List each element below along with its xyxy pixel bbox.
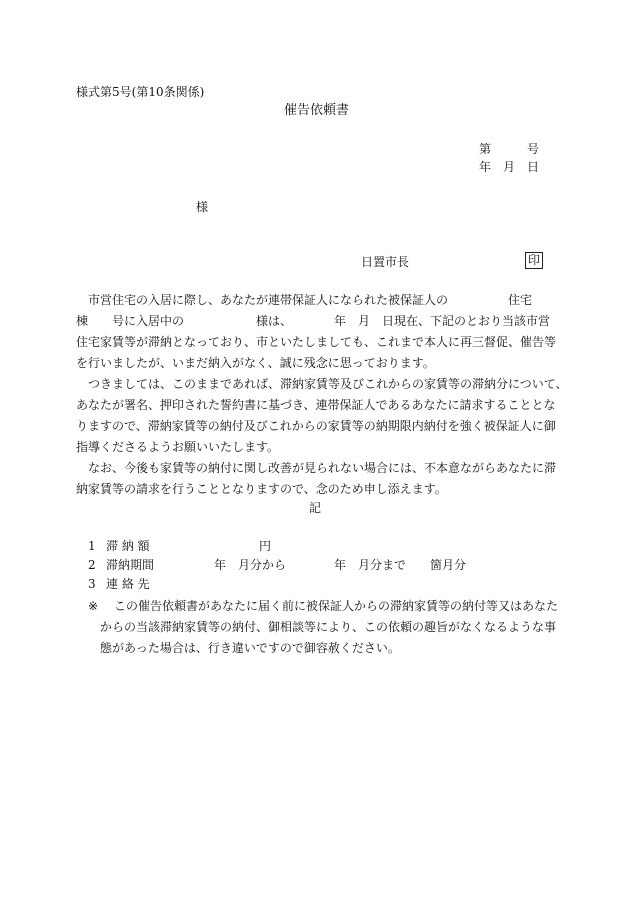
- note-text-2: からの当該滞納家賃等の納付、御相談等により、この依頼の趣旨がなくなるような事: [100, 620, 557, 634]
- document-title: 催告依頼書: [284, 103, 350, 118]
- body-paragraph-1: [76, 290, 557, 374]
- form-number: 様式第5号(第10条関係): [76, 85, 205, 99]
- note-text-1: この催告依頼書があなたに届く前に被保証人からの滞納家賃等の納付等又はあなた: [114, 599, 559, 613]
- item-label-contact: 連 絡 先: [106, 577, 150, 591]
- body-line: つきましては、このままであれば、滞納家賃等及びこれからの家賃等の滞納分について、: [76, 377, 568, 391]
- item-label-amount: 滞 納 額: [106, 539, 150, 553]
- item-number: 1: [88, 539, 96, 553]
- body-line: 納家賃等の請求を行うこととなりますので、念のため申し添えます。: [76, 482, 447, 496]
- document-date-label: 年 月 日: [479, 160, 540, 174]
- item-number: 3: [88, 577, 96, 591]
- item-unit-yen: 円: [259, 539, 272, 553]
- body-line: りますので、滞納家賃等の納付及びこれからの家賃等の納期限内納付を強く被保証人に御: [76, 419, 556, 433]
- item-label-period: 滞納期間: [106, 558, 155, 572]
- addressee-honorific: 様: [196, 200, 209, 214]
- ki-heading: 記: [309, 501, 322, 515]
- body-paragraph-2: [76, 374, 568, 458]
- body-paragraph-3: [76, 458, 557, 500]
- body-line: 市営住宅の入居に際し、あなたが連帯保証人になられた被保証人の 住宅: [76, 293, 533, 307]
- sender-name: 日置市長: [361, 255, 410, 269]
- note-mark: ※: [88, 599, 99, 613]
- body-line: を行いましたが、いまだ納入がなく、誠に残念に思っております。: [76, 356, 435, 370]
- body-line: 指導くださるようお願いいたします。: [76, 440, 280, 454]
- body-line: 棟 号に入居中の 様は、 年 月 日現在、下記のとおり当該市営: [76, 314, 551, 328]
- document-number-label: 第 号: [479, 142, 540, 156]
- body-line: なお、今後も家賃等の納付に関し改善が見られない場合には、不本意ながらあなたに滞: [76, 461, 557, 475]
- seal-box: 印: [525, 252, 543, 269]
- body-line: 住宅家賃等が滞納となっており、市といたしましても、これまで本人に再三督促、催告等: [76, 335, 557, 349]
- note-text-3: 態があった場合は、行き違いですので御容赦ください。: [100, 641, 400, 655]
- item-period-fields: 年 月分から 年 月分まで 箇月分: [214, 558, 467, 572]
- body-line: あなたが署名、押印された誓約書に基づき、連帯保証人であるあなたに請求することとな: [76, 398, 556, 412]
- item-number: 2: [88, 558, 96, 572]
